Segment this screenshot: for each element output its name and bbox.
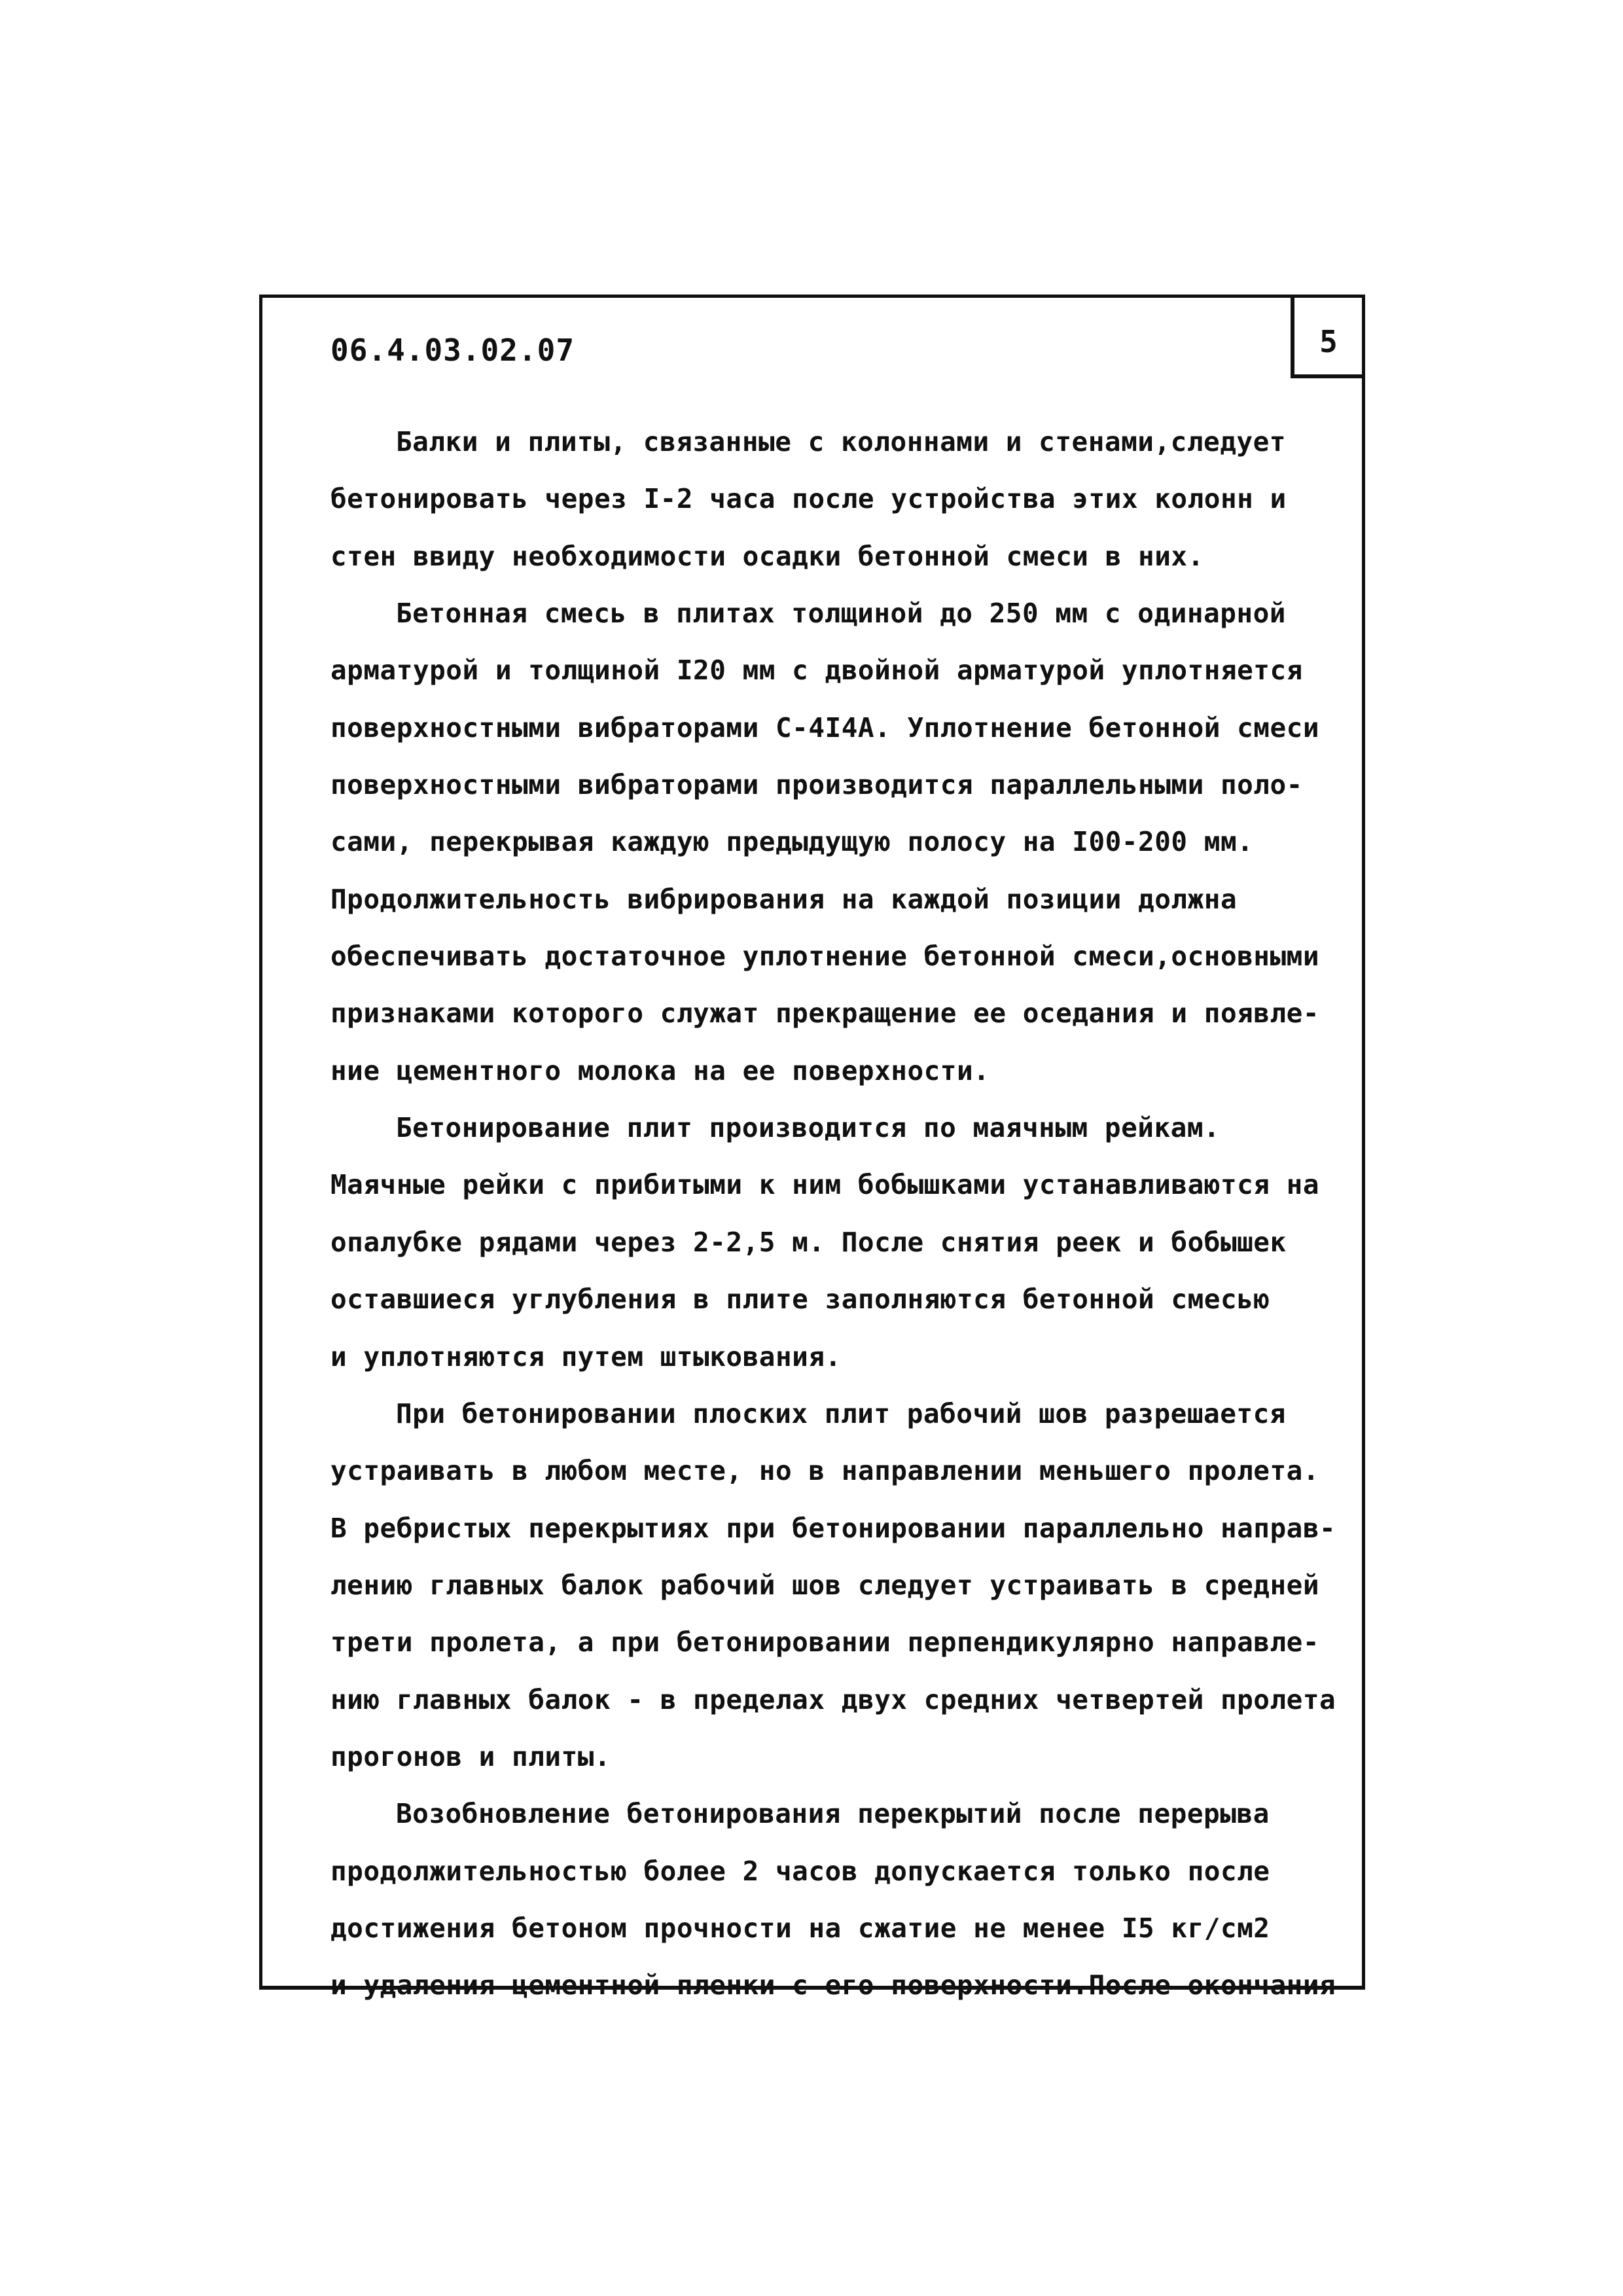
text-line: В ребристых перекрытиях при бетонировании параллельно направ- xyxy=(330,1512,1336,1544)
text-line: поверхностными вибраторами С-4I4А. Уплотнение бетонной смеси xyxy=(330,711,1320,744)
document-code: 06.4.03.02.07 xyxy=(330,332,575,368)
text-line: и удаления цементной пленки с его поверхности.После окончания xyxy=(330,1969,1336,2001)
text-line: нию главных балок - в пределах двух средних четвертей пролета xyxy=(330,1683,1336,1715)
text-line: Продолжительность вибрирования на каждой позиции должна xyxy=(330,883,1238,915)
text-line: прогонов и плиты. xyxy=(330,1740,611,1772)
text-line: обеспечивать достаточное уплотнение бетонной смеси,основными xyxy=(330,941,1320,973)
text-line: Маячные рейки с прибитыми к ним бобышками устанавливаются на xyxy=(330,1169,1320,1201)
text-line: Возобновление бетонирования перекрытий после перерыва xyxy=(396,1798,1270,1830)
text-line: ние цементного молока на ее поверхности. xyxy=(330,1054,990,1086)
text-line: Бетонирование плит производится по маячным рейкам. xyxy=(396,1112,1221,1144)
text-line: устраивать в любом месте, но в направлении меньшего пролета. xyxy=(330,1455,1320,1487)
text-line: трети пролета, а при бетонировании перпендикулярно направле- xyxy=(330,1626,1320,1659)
text-line: и уплотняются путем штыкования. xyxy=(330,1340,842,1372)
text-line: стен ввиду необходимости осадки бетонной смеси в них. xyxy=(330,540,1204,572)
text-line: бетонировать через I-2 часа после устройства этих колонн и xyxy=(330,483,1287,515)
text-line: оставшиеся углубления в плите заполняются бетонной смесью xyxy=(330,1283,1270,1316)
page-number: 5 xyxy=(1319,324,1338,359)
body-text xyxy=(330,414,1361,2015)
page-number-box xyxy=(1291,298,1363,378)
text-line: Балки и плиты, связанные с колоннами и стенами,следует xyxy=(396,426,1286,457)
text-line: лению главных балок рабочий шов следует устраивать в средней xyxy=(330,1569,1320,1601)
text-line: При бетонировании плоских плит рабочий шов разрешается xyxy=(396,1397,1286,1429)
text-line: достижения бетоном прочности на сжатие не менее I5 кг/см2 xyxy=(330,1912,1270,1944)
text-line: продолжительностью более 2 часов допускается только после xyxy=(330,1855,1270,1887)
text-line: сами, перекрывая каждую предыдущую полосу на I00-200 мм. xyxy=(330,826,1254,858)
text-line: признаками которого служат прекращение ее оседания и появле- xyxy=(330,997,1320,1030)
text-line: опалубке рядами через 2-2,5 м. После снятия реек и бобышек xyxy=(330,1226,1287,1258)
text-line: арматурой и толщиной I20 мм с двойной арматурой уплотняется xyxy=(330,655,1303,687)
text-line: поверхностными вибраторами производится параллельными поло- xyxy=(330,769,1303,801)
text-line: Бетонная смесь в плитах толщиной до 250 мм с одинарной xyxy=(396,598,1286,630)
